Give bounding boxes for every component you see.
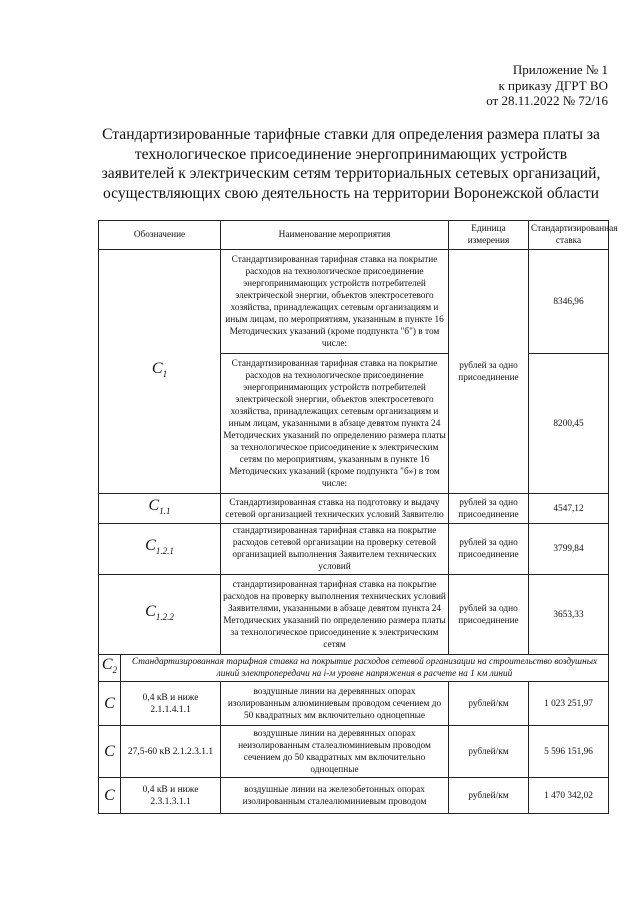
c122-value: 3653,33 — [529, 575, 609, 655]
header-unit: Единица измерения — [449, 221, 529, 250]
table-row — [99, 575, 609, 655]
title-line-2: технологическое присоединение энергопринимающих устройств — [134, 145, 568, 163]
c11-value: 4547,12 — [529, 494, 609, 524]
r3-text: воздушные линии на железобетонных опорах изолированным сталеалюминиевым проводом — [221, 778, 449, 814]
c1b-text: Стандартизированная тарифная ставка на покрытие расходов на технологическое присоединение энергопринимающих устройств потребителей электрической энергии, объектов электросетевого хозяйства, принадлежащих сетевым организациям и иным лицам, указанными в абзаце девятом пункта 24 Методических указаний по определению размера платы за технологическое присоединение к электрическим сетям по мероприятиям, указанным в пункте 16 Методических указаний (кроме подпункта "б») в том числе: — [221, 354, 449, 494]
c121-subscript: 1.2.1 — [155, 546, 174, 557]
title-line-4: осуществляющих свою деятельность на территории Воронежской области — [102, 184, 600, 202]
c1-subscript: 1 — [162, 369, 168, 380]
c122-symbol: C — [145, 602, 156, 620]
appendix-line-3: от 28.11.2022 № 72/16 — [486, 93, 608, 108]
header-designation: Обозначение — [99, 221, 221, 250]
c2-symbol: C — [101, 656, 113, 674]
r3-unit: рублей/км — [449, 778, 529, 814]
c121-symbol: C — [145, 537, 156, 555]
r2-code: 27,5-60 кВ 2.1.2.3.1.1 — [121, 726, 221, 778]
header-rate: Стандартизированная ставка — [529, 221, 609, 250]
c121-symbol-cell — [99, 524, 221, 575]
table-row — [99, 250, 609, 354]
c121-value: 3799,84 — [529, 524, 609, 575]
r1-symbol: C — [99, 682, 121, 726]
c1b-value: 8200,45 — [529, 354, 609, 494]
c1-symbol: C — [151, 359, 163, 377]
c121-text: стандартизированная тарифная ставка на покрытие расходов сетевой организации на проверку сетевой организацией выполнения Заявителем технических условий — [221, 524, 449, 575]
r3-value: 1 470 342,02 — [529, 778, 609, 814]
c11-unit: рублей за одно присоединение — [449, 494, 529, 524]
c122-text: стандартизированная тарифная ставка на покрытие расходов на проверку выполнения технических условий Заявителями, указанными в абзаце девятом пункта 24 Методических указаний по определению размера платы за технологическое присоединение к электрическим сетям — [221, 575, 449, 655]
r2-unit: рублей/км — [449, 726, 529, 778]
table-header-row — [99, 221, 609, 250]
c11-symbol: C — [148, 496, 160, 514]
table-row — [99, 726, 609, 778]
c2-text: Стандартизированная тарифная ставка на покрытие расходов сетевой организации на строительство воздушных линий электропередачи на i-м уровне напряжения в расчете на 1 км линий — [121, 655, 609, 682]
r2-symbol: C — [99, 726, 121, 778]
c2-symbol-cell — [99, 655, 121, 682]
c1a-text: Стандартизированная тарифная ставка на покрытие расходов на технологическое присоединение энергопринимающих устройств потребителей электрической энергии, объектов электросетевого хозяйства, принадлежащих сетевым организациям и иным лицам, по мероприятиям, указанным в пункте 16 Методических указаний (кроме подпункта "б") в том числе: — [221, 250, 449, 354]
header-activity: Наименование мероприятия — [221, 221, 449, 250]
table-row — [99, 655, 609, 682]
c2-subscript: 2 — [112, 665, 118, 676]
c121-unit: рублей за одно присоединение — [449, 524, 529, 575]
r1-unit: рублей/км — [449, 682, 529, 726]
title-line-3: заявителей к электрическим сетям территориальных сетевых организаций, — [101, 165, 601, 182]
c122-symbol-cell — [99, 575, 221, 655]
c122-subscript: 1.2.2 — [155, 612, 174, 623]
c1-symbol-cell — [99, 250, 221, 494]
appendix-line-1: Приложение № 1 — [512, 62, 608, 77]
table-row — [99, 494, 609, 524]
table-row — [99, 682, 609, 726]
r2-value: 5 596 151,96 — [529, 726, 609, 778]
appendix-block — [486, 62, 608, 109]
r3-symbol: C — [99, 778, 121, 814]
c1a-value: 8346,96 — [529, 250, 609, 354]
table-row — [99, 524, 609, 575]
r1-code: 0,4 кВ и ниже 2.1.1.4.1.1 — [121, 682, 221, 726]
document-title — [96, 125, 606, 203]
c122-unit: рублей за одно присоединение — [449, 575, 529, 655]
table-row — [99, 778, 609, 814]
r3-code: 0,4 кВ и ниже 2.3.1.3.1.1 — [121, 778, 221, 814]
c11-text: Стандартизированная ставка на подготовку и выдачу сетевой организацией технических условий Заявителю — [221, 494, 449, 524]
c1-unit: рублей за одно присоединение — [449, 250, 529, 494]
c11-symbol-cell — [99, 494, 221, 524]
c11-subscript: 1.1 — [159, 506, 171, 517]
title-line-1: Стандартизированные тарифные ставки для определения размера платы за — [102, 126, 600, 143]
tariff-table — [98, 220, 618, 814]
appendix-line-2: к приказу ДГРТ ВО — [498, 77, 608, 93]
r1-text: воздушные линии на деревянных опорах изолированным алюминиевым проводом сечением до 50 квадратных мм включительно одноцепные — [221, 682, 449, 726]
r2-text: воздушные линии на деревянных опорах неизолированным сталеалюминиевым проводом сечением до 50 квадратных мм включительно одноцепные — [221, 726, 449, 778]
r1-value: 1 023 251,97 — [529, 682, 609, 726]
